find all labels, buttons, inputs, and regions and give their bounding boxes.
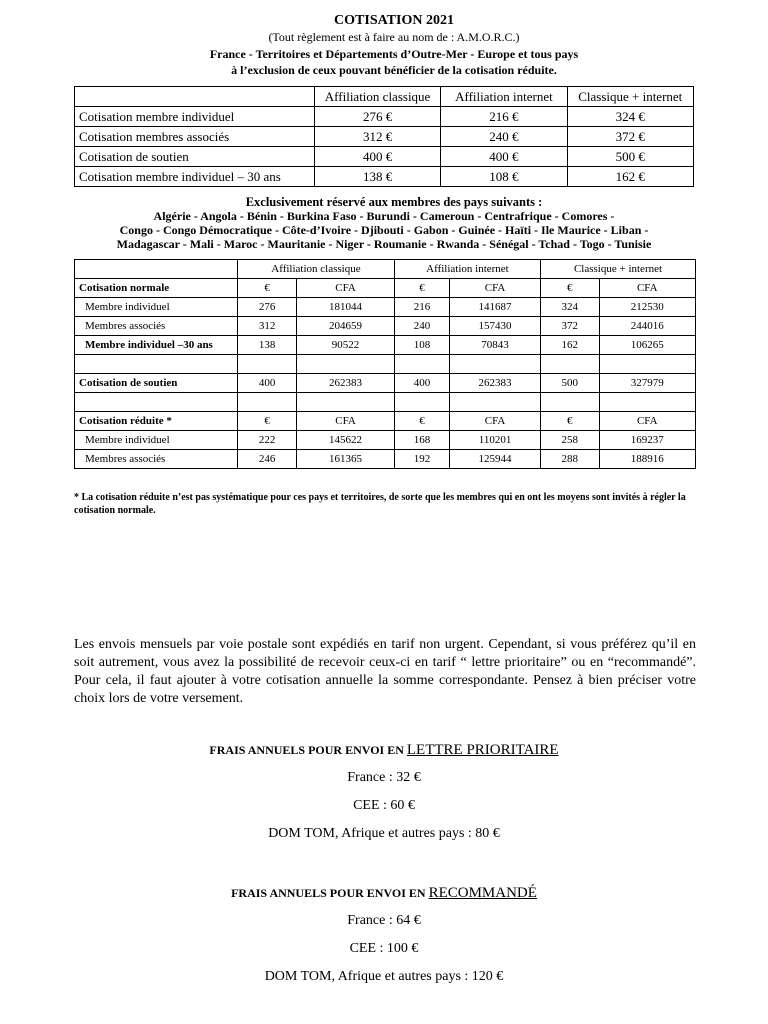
recommande-cee: CEE : 100 € <box>349 941 419 956</box>
row-label: Cotisation de soutien <box>75 147 315 167</box>
cell-value: CFA <box>599 412 695 431</box>
cell-value: CFA <box>297 412 395 431</box>
table-header-cell <box>75 87 315 107</box>
prioritaire-france: France : 32 € <box>347 770 421 785</box>
cell-value: 262383 <box>297 374 395 393</box>
prioritaire-cee: CEE : 60 € <box>353 798 415 813</box>
cell-value: 108 € <box>441 167 567 187</box>
recommande-title <box>0 885 768 902</box>
cell-value: 70843 <box>450 336 541 355</box>
empty-cell <box>75 393 238 412</box>
cell-value: 500 <box>541 374 600 393</box>
empty-cell <box>599 393 695 412</box>
row-label: Membre individuel <box>75 431 238 450</box>
table-row-empty <box>75 355 696 374</box>
empty-cell <box>450 355 541 374</box>
cell-value: 161365 <box>297 450 395 469</box>
cell-value: € <box>394 279 449 298</box>
empty-cell <box>394 355 449 374</box>
row-label: Membre individuel <box>75 298 238 317</box>
cell-value: € <box>541 279 600 298</box>
empty-cell <box>450 393 541 412</box>
cell-value: € <box>238 412 297 431</box>
cell-value: 262383 <box>450 374 541 393</box>
empty-cell <box>394 393 449 412</box>
countries-title: Exclusivement réservé aux membres des pays suivants : <box>245 195 543 209</box>
table-row <box>75 147 694 167</box>
cell-value: 169237 <box>599 431 695 450</box>
cell-value: 216 <box>394 298 449 317</box>
row-label: Cotisation membre individuel – 30 ans <box>75 167 315 187</box>
cell-value: 181044 <box>297 298 395 317</box>
countries-line-1: Algérie - Angola - Bénin - Burkina Faso - Burundi - Cameroun - Centrafrique - Comores - <box>153 209 615 223</box>
cell-value: € <box>394 412 449 431</box>
table-row <box>75 107 694 127</box>
table-row-empty <box>75 393 696 412</box>
empty-cell <box>541 355 600 374</box>
cell-value: 244016 <box>599 317 695 336</box>
row-label: Cotisation membre individuel <box>75 107 315 127</box>
row-label: Cotisation réduite * <box>75 412 238 431</box>
cell-value: 162 <box>541 336 600 355</box>
cell-value: 90522 <box>297 336 395 355</box>
table-header-row <box>75 260 696 279</box>
cell-value: 188916 <box>599 450 695 469</box>
cell-value: CFA <box>450 412 541 431</box>
table-header-cell: Affiliation internet <box>394 260 540 279</box>
row-label: Membres associés <box>75 317 238 336</box>
table-row <box>75 127 694 147</box>
cell-value: 145622 <box>297 431 395 450</box>
row-label: Cotisation membres associés <box>75 127 315 147</box>
cell-value: € <box>541 412 600 431</box>
cell-value: 192 <box>394 450 449 469</box>
table-header-row <box>75 87 694 107</box>
cell-value: CFA <box>450 279 541 298</box>
postal-paragraph: Les envois mensuels par voie postale sont expédiés en tarif non urgent. Cependant, si vous préférez qu’il en soit autrement, vous avez la possibilité de recevoir ceux-ci en tarif “ lettre prioritaire” ou en “recommandé”. Pour cela, il faut ajouter à votre cotisation annuelle la somme correspondante. Pensez à bien préciser votre choix lors de votre versement. <box>74 637 696 706</box>
scope-line-1: France - Territoires et Départements d’Outre-Mer - Europe et tous pays <box>209 47 579 61</box>
cell-value: 246 <box>238 450 297 469</box>
table-header-cell: Affiliation internet <box>441 87 567 107</box>
table-header-cell: Classique + internet <box>567 87 693 107</box>
cell-value: 288 <box>541 450 600 469</box>
cell-value: 162 € <box>567 167 693 187</box>
cell-value: 240 € <box>441 127 567 147</box>
recommande-france: France : 64 € <box>347 913 421 928</box>
cell-value: CFA <box>297 279 395 298</box>
cell-value: 157430 <box>450 317 541 336</box>
prioritaire-title-prefix: FRAIS ANNUELS POUR ENVOI EN <box>209 743 404 757</box>
countries-line-3: Madagascar - Mali - Maroc - Mauritanie - Niger - Roumanie - Rwanda - Sénégal - Tchad - Togo - Tunisie <box>116 237 652 251</box>
cell-value: 106265 <box>599 336 695 355</box>
cell-value: 324 € <box>567 107 693 127</box>
table-row <box>75 298 696 317</box>
cell-value: 276 <box>238 298 297 317</box>
scope-line-2: à l’exclusion de ceux pouvant bénéficier de la cotisation réduite. <box>231 63 557 77</box>
row-label: Cotisation normale <box>75 279 238 298</box>
empty-cell <box>297 393 395 412</box>
table-header-cell <box>75 260 238 279</box>
footnote: * La cotisation réduite n’est pas systématique pour ces pays et territoires, de sorte que les membres qui en ont les moyens sont invités à régler la cotisation normale. <box>74 492 686 516</box>
recommande-title-prefix: FRAIS ANNUELS POUR ENVOI EN <box>231 886 426 900</box>
table-row <box>75 374 696 393</box>
cell-value: 110201 <box>450 431 541 450</box>
cell-value: 125944 <box>450 450 541 469</box>
cell-value: 400 <box>238 374 297 393</box>
row-label: Cotisation de soutien <box>75 374 238 393</box>
table-row <box>75 279 696 298</box>
table-row <box>75 317 696 336</box>
table-header-cell: Affiliation classique <box>238 260 395 279</box>
table-row <box>75 431 696 450</box>
cell-value: € <box>238 279 297 298</box>
cell-value: 372 € <box>567 127 693 147</box>
table-row <box>75 167 694 187</box>
cotisation-table <box>74 86 694 187</box>
cell-value: 222 <box>238 431 297 450</box>
table-header-cell: Classique + internet <box>541 260 696 279</box>
cell-value: 500 € <box>567 147 693 167</box>
cell-value: 276 € <box>314 107 441 127</box>
recommande-title-word: RECOMMANDÉ <box>428 885 537 901</box>
cell-value: 400 € <box>441 147 567 167</box>
cell-value: 212530 <box>599 298 695 317</box>
cell-value: 400 € <box>314 147 441 167</box>
cell-value: CFA <box>599 279 695 298</box>
row-label: Membres associés <box>75 450 238 469</box>
cell-value: 168 <box>394 431 449 450</box>
cell-value: 312 <box>238 317 297 336</box>
cell-value: 240 <box>394 317 449 336</box>
cell-value: 138 <box>238 336 297 355</box>
cell-value: 327979 <box>599 374 695 393</box>
table-row <box>75 450 696 469</box>
cell-value: 204659 <box>297 317 395 336</box>
table-header-cell: Affiliation classique <box>314 87 441 107</box>
empty-cell <box>75 355 238 374</box>
cell-value: 372 <box>541 317 600 336</box>
empty-cell <box>238 393 297 412</box>
cell-value: 312 € <box>314 127 441 147</box>
cell-value: 138 € <box>314 167 441 187</box>
empty-cell <box>297 355 395 374</box>
cell-value: 216 € <box>441 107 567 127</box>
cell-value: 141687 <box>450 298 541 317</box>
table-row <box>75 336 696 355</box>
cell-value: 258 <box>541 431 600 450</box>
row-label: Membre individuel –30 ans <box>75 336 238 355</box>
recommande-domtom: DOM TOM, Afrique et autres pays : 120 € <box>264 969 504 984</box>
cotisation-reduite-table <box>74 259 696 469</box>
prioritaire-title <box>0 742 768 759</box>
cell-value: 108 <box>394 336 449 355</box>
prioritaire-title-word: LETTRE PRIORITAIRE <box>406 742 559 758</box>
cell-value: 324 <box>541 298 600 317</box>
empty-cell <box>238 355 297 374</box>
prioritaire-domtom: DOM TOM, Afrique et autres pays : 80 € <box>268 826 500 841</box>
empty-cell <box>599 355 695 374</box>
page-title: COTISATION 2021 <box>334 13 454 28</box>
table-row <box>75 412 696 431</box>
countries-line-2: Congo - Congo Démocratique - Côte-d’Ivoire - Djibouti - Gabon - Guinée - Haïti - Ile Maurice - Liban - <box>119 223 649 237</box>
cell-value: 400 <box>394 374 449 393</box>
empty-cell <box>541 393 600 412</box>
payment-note: (Tout règlement est à faire au nom de : A.M.O.R.C.) <box>268 30 520 44</box>
